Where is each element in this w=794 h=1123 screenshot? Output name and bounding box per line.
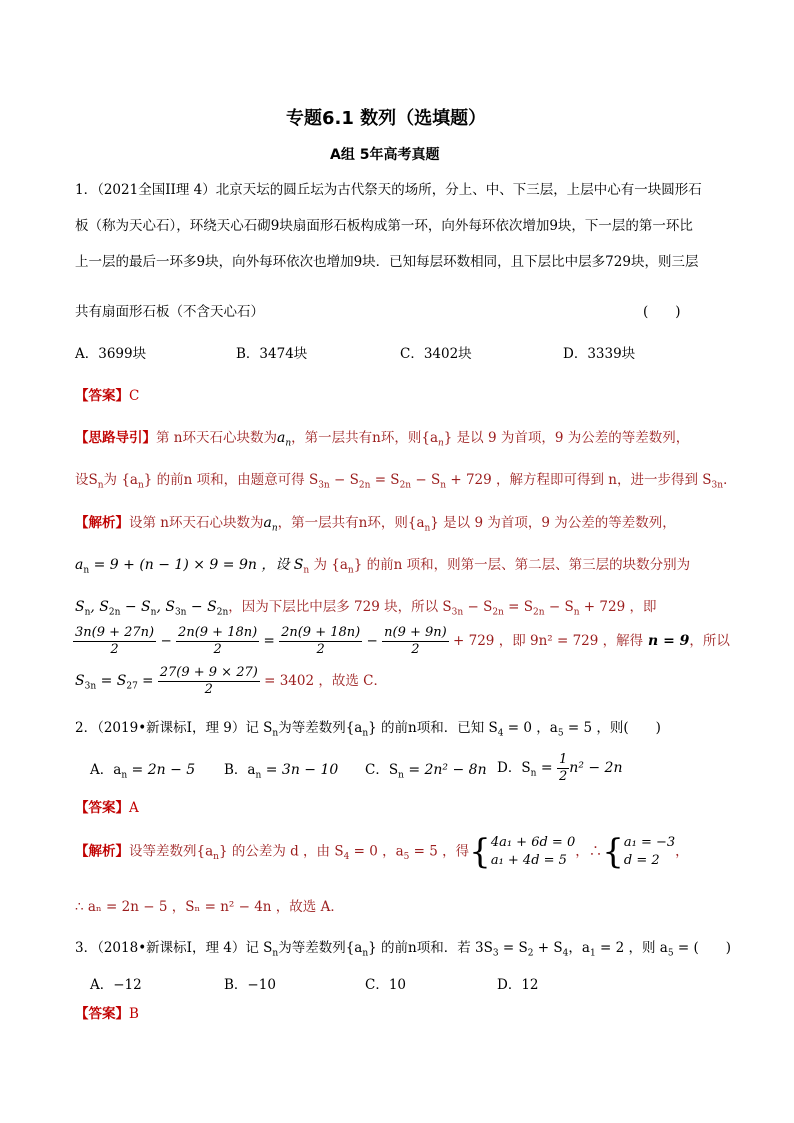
q1-stem-line2: 板（称为天心石），环绕天心石砌9块扇面形石板构成第一环，向外每环依次增加9块，下一层的第一环比 — [75, 218, 693, 234]
solution-text: + 729 ，即 9n² = 729 ，解得 — [453, 633, 644, 649]
solution-math: a — [263, 515, 272, 531]
q1-solution-line2: $a_n = 9 + (n - 1) \times 9 = 9n$ ，设 $S_n$ 为 $\{a_n\}$ 的前n 项和，则第一层、第二层、第三层的块数分别为 — [75, 557, 691, 576]
hint-math: a — [277, 430, 286, 446]
q3-option-d: D．12 — [497, 977, 539, 993]
hint-text: } 是以 9 为首项，9 为公差的等差数列， — [443, 430, 690, 446]
solution-text: = S — [503, 599, 534, 615]
q1-option-d: D．3339块 — [563, 346, 636, 362]
solution-math: − S — [120, 599, 151, 615]
hint-text: 设S — [75, 472, 98, 488]
q1-solution-line1: 【解析】设第 n环天石心块数为$a_n$，第一层共有n环，则$\{a_n\}$ 是以 9 为首项，9 为公差的等差数列， — [75, 515, 676, 534]
hint-label: 【思路导引】 — [75, 430, 156, 446]
group-heading: A组 5年高考真题 — [330, 147, 440, 163]
q1-hint-line1: 【思路导引】第 n环天石心块数为$a_n$，第一层共有n环，则$\{a_n\}$ 是以 9 为首项，9 为公差的等差数列， — [75, 430, 690, 449]
fraction: $\frac{27(9 + 9 \times 27)}{2}$ — [159, 665, 258, 697]
q1-stem-line4: 共有扇面形石板（不含天心石） — [75, 304, 264, 320]
hint-text: ，第一层共有n环，则{a — [291, 430, 438, 446]
solution-math: S — [75, 599, 85, 615]
hint-text: = S — [370, 472, 400, 488]
hint-text: 第 n环天石心块数为 — [156, 430, 277, 446]
solution-text: − S — [544, 599, 574, 615]
fraction: $\frac{n(9 + 9n)}{2}$ — [384, 625, 447, 657]
q1-option-b: B．3474块 — [236, 346, 308, 362]
hint-text: 为 {a — [103, 472, 138, 488]
solution-math: = 9 + (n − 1) × 9 = 9n ，设 S — [89, 557, 304, 573]
q1-stem-line3: 上一层的最后一环多9块，向外每环依次也增加9块．已知每层环数相同，且下层比中层多729块，则三层 — [75, 254, 699, 270]
solution-label: 【解析】 — [75, 515, 129, 531]
fraction: $\frac{3n(9 + 27n)}{2}$ — [75, 625, 155, 657]
q3-stem: 3．（2018•新课标Ⅰ，理 4）记 $S_n$为等差数列$\{a_n\}$ 的前n项和．若 $3S_3 = S_2 + S_4$，$a_1 = 2$ ，则 $a_5$ = ( ) — [75, 940, 731, 959]
q3-option-c: C．10 — [365, 977, 407, 993]
q1-answer — [75, 386, 139, 406]
solution-text: ，所以 — [689, 633, 730, 649]
answer-value: C — [129, 388, 140, 404]
solution-text: = 3402 ，故选 C． — [259, 673, 387, 689]
q2-option-a: A．$a_n = 2n - 5$ — [90, 762, 196, 781]
q3-option-a: A．−12 — [90, 977, 142, 993]
q1-solution-line3: $S_n$, $S_{2n} - S_n$, $S_{3n} - S_{2n}$，因为下层比中层多 729 块，所以 $S_{3n} - S_{2n} = S_{2n} - S_n + 729$ ，即 — [75, 599, 657, 618]
solution-math: − S — [186, 599, 217, 615]
solution-text: } 是以 9 为首项，9 为公差的等差数列， — [430, 515, 676, 531]
q2-option-d: D．$S_n$ = $\frac{1}{2}$ n² − 2n — [497, 752, 623, 784]
q2-conclusion: ∴ aₙ = 2n − 5 ，Sₙ = n² − 4n ，故选 A． — [75, 899, 344, 915]
answer-label: 【答案】 — [75, 388, 129, 404]
q1-option-a: A．3699块 — [75, 346, 147, 362]
solution-text: 设第 n环天石心块数为 — [129, 515, 264, 531]
hint-text: } 的前n 项和，由题意可得 S — [143, 472, 319, 488]
q2-stem: 2．（2019•新课标Ⅰ，理 9）记 $S_n$为等差数列$\{a_n\}$ 的前n项和．已知 $S_4 = 0$ ，$a_5 = 5$ ，则( ) — [75, 720, 661, 739]
q1-fraction-equation: $\frac{3n(9 + 27n)}{2}$ − $\frac{2n(9 + 18n)}{2}$ = $\frac{2n(9 + 18n)}{2}$ − $\frac{n(9 + 9n)}{2}$ + 729 ，即 9n² = 729 ，解得 n = 9，所以 — [75, 625, 730, 657]
solution-math: n = 9 — [643, 633, 690, 649]
q1-stem-line1: 1．（2021全国II理 4）北京天坛的圆丘坛为古代祭天的场所，分上、中、下三层，上层中心有一块圆形石 — [75, 182, 702, 198]
page-title: 专题6.1 数列（选填题） — [286, 108, 487, 129]
hint-text: − S — [329, 472, 359, 488]
q1-hint-line2: 设$S_n$为 $\{a_n\}$ 的前n 项和，由题意可得 $S_{3n} - S_{2n} = S_{2n} - S_n + 729$ ，解方程即可得到 n，进一步得到 $S_{3n}$． — [75, 472, 737, 491]
fraction: $\frac{2n(9 + 18n)}{2}$ — [281, 625, 361, 657]
q1-option-c: C．3402块 — [400, 346, 472, 362]
q3-answer: 【答案】B — [75, 1006, 139, 1022]
solution-text: ，第一层共有n环，则{a — [277, 515, 425, 531]
hint-text: ． — [723, 472, 737, 488]
solution-text: + 729 ，即 — [579, 599, 657, 615]
solution-text: } 的前n 项和，则第一层、第二层、第三层的块数分别为 — [353, 557, 691, 573]
solution-text: 为 {a — [309, 557, 348, 573]
q2-option-c: C．$S_n = 2n^2 - 8n$ — [365, 762, 487, 781]
solution-math: , S — [90, 599, 109, 615]
solution-math: a — [75, 557, 84, 573]
q3-option-b: B．−10 — [224, 977, 276, 993]
q2-option-b: B．$a_n = 3n - 10$ — [224, 762, 339, 781]
fraction: $\frac{2n(9 + 18n)}{2}$ — [178, 625, 258, 657]
q1-final-equation: $S_{3n} = S_{27}$ = $\frac{27(9 + 9 \times 27)}{2}$ = 3402 ，故选 C． — [75, 665, 387, 697]
hint-text: − S — [411, 472, 441, 488]
q2-answer: 【答案】A — [75, 800, 139, 816]
q2-solution: 【解析】设等差数列$\{a_n\}$ 的公差为 d ，由 $S_4 = 0$ ，$a_5 = 5$ ，得{ 4a₁ + 6d = 0 a₁ + 4d = 5 ，∴{ a₁ = −3 d = 2 ， — [75, 832, 689, 872]
solution-text: − S — [463, 599, 493, 615]
solution-text: ，因为下层比中层多 729 块，所以 S — [228, 599, 452, 615]
q1-answer-paren: ( ) — [643, 304, 681, 320]
solution-math: , S — [156, 599, 175, 615]
hint-text: + 729 ，解方程即可得到 n，进一步得到 S — [446, 472, 712, 488]
